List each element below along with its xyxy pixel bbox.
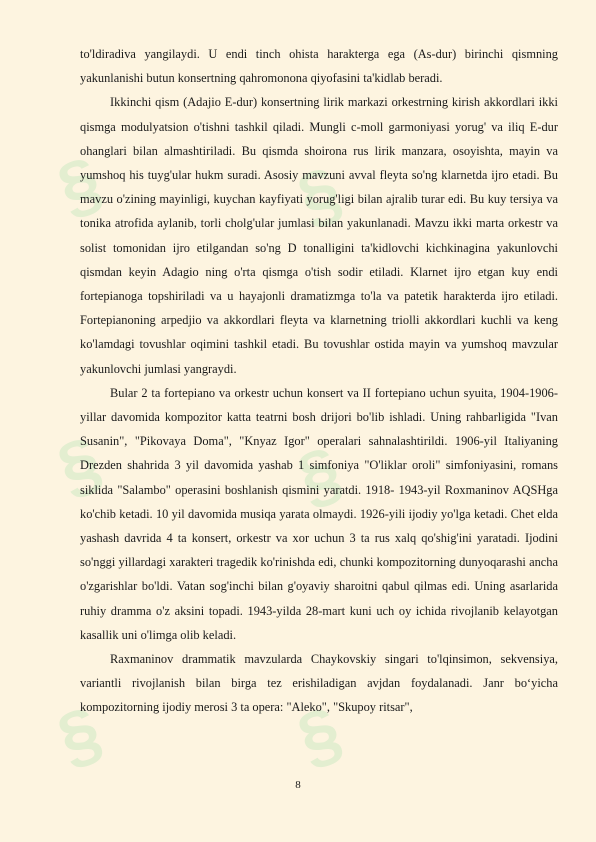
watermark-logo: § xyxy=(47,141,112,229)
page-number: 8 xyxy=(295,779,301,791)
watermark-logo: § xyxy=(47,691,112,779)
paragraph: Bular 2 ta fortepiano va orkestr uchun konsert va II fortepiano uchun syuita, 1904-1906-yillar davomida kompozitor katta teatrni bosh drijori bo'lib ishladi. Uning rahbarligida "Ivan Susanin", "Pikovaya Doma", "Knyaz Igor" operalari sahnalashtirildi. 1906-yil Italiyaning Drezden shahrida 3 yil davomida yashab 1 simfoniya "O'liklar oroli" simfoniyasini, romans siklida "Salambo" operasini boshlanish qismini yaratdi. 1918- 1943-yil Roxmaninov AQSHga ko'chib ketadi. 10 yil davomida musiqa yarata olmaydi. 1926-yili ijodiy yo'lga ketadi. Chet elda yashash davrida 4 ta konsert, orkestr va xor uchun 3 ta rus xalq qo'shig'ini yaratadi. Ijodini so'nggi yillardagi xarakteri tragedik ko'rinishda edi, chunki kompozitorning dunyoqarashi ancha o'zgarishlar bo'ldi. Vatan sog'inchi bilan g'oyaviy sharoitni qabul qilmas edi. Uning asarlarida ruhiy dramma o'z aksini topadi. 1943-yilda 28-mart kuni uch oy ichida rivojlanib kelayotgan kasallik uni o'limga olib keladi. xyxy=(80,385,558,642)
watermark-logo: § xyxy=(287,691,352,779)
watermark-logo: § xyxy=(287,151,352,239)
watermark-logo: § xyxy=(47,421,112,509)
paragraph: Ikkinchi qism (Adajio E-dur) konsertning lirik markazi orkestrning kirish akkordlari ikki qismga modulyatsion o'tishni tashkil qiladi. Mungli c-moll garmoniyasi yorug' va iliq E-dur ohanglari bilan almashtiriladi. Bu qismda shoirona rus lirik manzara, osoyishta, mayin va yumshoq his tuyg'ular hukm suradi. Asosiy mavzuni avval fleyta so'ng klarnetda ijro etadi. Bu mavzu o'zining mayinligi, kuychan kayfiyati yorug'ligi bilan ajralib turar edi. Bu kuy tersiya va tonika atrofida aylanib, torli cholg'ular jumlasi bilan yakunlanadi. Mavzu ikki marta orkestr va solist tomonidan ijro etilgandan so'ng D tonalligini ta'kidlovchi kichkinagina yakunlovchi qismdan keyin Adagio ning o'rta qismga o'tish sodir etiladi. Klarnet ijro etgan kuy endi fortepianoga topshiriladi va u hayajonli dramatizmga to'la va patetik harakterda ijro etiladi. Fortepianoning arpedjio va akkordlari fleyta va klarnetning triolli akkordlari kuchli va keng ko'lamdagi tovushlar oqimini tashkil etadi. Bu tovushlar ostida mayin va yumshoq mavzular yakunlovchi jumlasi yangraydi. xyxy=(80,95,558,376)
paragraph-continuation: to'ldiradiva yangilaydi. U endi tinch ohista harakterga ega (As-dur) birinchi qismning yakunlanishi butun konsertning qahromonona qiyofasini ta'kidlab beradi. xyxy=(80,47,558,86)
paragraph: Raxmaninov drammatik mavzularda Chaykovskiy singari to'lqinsimon, sekvensiya, variantli rivojlanish bilan birga tez erishiladigan avjdan foydalanadi. Janr boʻyicha kompozitorning ijodiy merosi 3 ta opera: "Aleko", "Skupoy ritsar", xyxy=(80,652,558,715)
document-body xyxy=(80,42,558,720)
watermark-logo: § xyxy=(287,431,352,519)
